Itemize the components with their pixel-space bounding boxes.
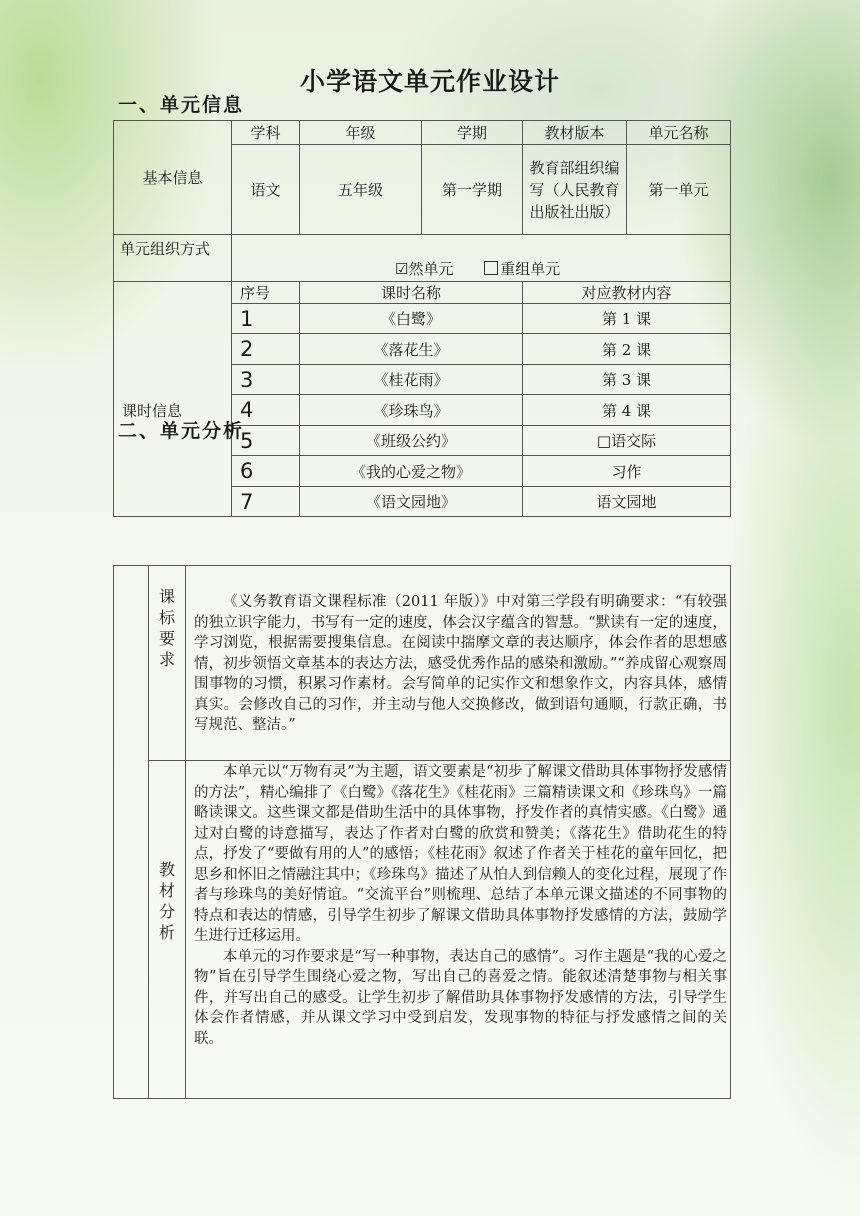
unit-analysis-table — [113, 565, 731, 1099]
lesson-no: 1 — [232, 304, 300, 334]
header-term: 学期 — [422, 121, 523, 145]
header-material: 对应教材内容 — [523, 282, 731, 304]
page-title: 小学语文单元作业设计 — [299, 67, 560, 96]
basic-info-label: 基本信息 — [114, 121, 232, 235]
lesson-content: 第 3 课 — [523, 365, 731, 395]
lesson-content: 语文园地 — [523, 487, 731, 517]
value-unit-name: 第一单元 — [627, 145, 731, 235]
textbook-analysis-text: 本单元以“万物有灵”为主题，语文要素是“初步了解课文借助具体事物抒发感情的方法”，精心编排了《白鹭》《落花生》《桂花雨》三篇精读课文和《珍珠鸟》一篇略读课文。这些课文都是借助生活中的具体事物，抒发作者的真情实感。《白鹭》通过对白鹭的诗意描写，表达了作者对白鹭的欣赏和赞美；《落花生》借助花生的特点，抒发了“要做有用的人”的感悟；《桂花雨》叙述了作者关于桂花的童年回忆，把思乡和怀旧之情融注其中；《珍珠鸟》描述了从怕人到信赖人的变化过程，展现了作者与珍珠鸟的美好情谊。“交流平台”则梳理、总结了本单元课文描述的不同事物的特点和表达的情感，引导学生初步了解课文借助具体事物抒发感情的方法，鼓励学生进行迁移运用。 本单元的习作要求是“写一种事物，表达自己的感情”。习作主题是“我的心爱之物”旨在引导学生围绕心爱之物，写出自己的喜爱之情。能叙述清楚事物与相关事件，并写出自己的感受。让学生初步了解借助具体事物抒发感情的方法，引导学生体会作者情感，并从课文学习中受到启发，发现事物的特征与抒发感情之间的关联。 — [186, 761, 731, 1099]
analysis-blank-column — [114, 566, 149, 1099]
regroup-unit-option: 重组单元 — [500, 260, 561, 278]
value-grade: 五年级 — [300, 145, 422, 235]
value-textbook: 教育部组织编写（人民教育出版社出版） — [523, 145, 627, 235]
org-label: 单元组织方式 — [114, 235, 232, 282]
lesson-no: 2 — [232, 334, 300, 365]
section-heading-unit-analysis: 二、单元分析 — [118, 420, 245, 442]
lesson-content: □语交际 — [523, 426, 731, 456]
lesson-content: 第 2 课 — [523, 334, 731, 365]
org-options — [232, 235, 731, 282]
checkbox-icon — [484, 261, 498, 275]
header-lesson-name: 课时名称 — [300, 282, 523, 304]
section-heading-unit-info: 一、单元信息 — [118, 94, 245, 116]
header-seq: 序号 — [232, 282, 300, 304]
natural-unit-option: ☑然单元 — [395, 260, 454, 278]
lesson-no: 3 — [232, 365, 300, 395]
lesson-no: 4 — [232, 395, 300, 426]
lesson-name: 《班级公约》 — [300, 426, 523, 456]
lesson-name: 《白鹭》 — [300, 304, 523, 334]
header-unit-name: 单元名称 — [627, 121, 731, 145]
lesson-content: 第 1 课 — [523, 304, 731, 334]
lesson-content: 习作 — [523, 456, 731, 487]
value-subject: 语文 — [232, 145, 300, 235]
textbook-analysis-label: 教材分析 — [149, 761, 186, 1099]
header-grade: 年级 — [300, 121, 422, 145]
lesson-no: 5 — [232, 426, 300, 456]
unit-info-table — [113, 120, 731, 517]
lesson-name: 《珍珠鸟》 — [300, 395, 523, 426]
lesson-info-label: 课时信息 — [114, 282, 232, 517]
curriculum-label: 课标要求 — [149, 566, 186, 761]
lesson-name: 《落花生》 — [300, 334, 523, 365]
lesson-content: 第 4 课 — [523, 395, 731, 426]
lesson-name: 《桂花雨》 — [300, 365, 523, 395]
curriculum-text: 《义务教育语文课程标准（2011 年版）》中对第三学段有明确要求：“有较强的独立识字能力，书写有一定的速度，体会汉字蕴含的智慧。“默读有一定的速度，学习浏览，根据需要搜集信息。在阅读中揣摩文章的表达顺序，体会作者的思想感情，初步领悟文章基本的表达方法，感受优秀作品的感染和激励。”“养成留心观察周围事物的习惯，积累习作素材。会写简单的记实作文和想象作文，内容具体，感情真实。会修改自己的习作，并主动与他人交换修改，做到语句通顺，行款正确，书写规范、整洁。” — [186, 566, 731, 761]
lesson-name: 《我的心爱之物》 — [300, 456, 523, 487]
value-term: 第一学期 — [422, 145, 523, 235]
header-subject: 学科 — [232, 121, 300, 145]
lesson-name: 《语文园地》 — [300, 487, 523, 517]
lesson-no: 7 — [232, 487, 300, 517]
lesson-no: 6 — [232, 456, 300, 487]
header-textbook: 教材版本 — [523, 121, 627, 145]
